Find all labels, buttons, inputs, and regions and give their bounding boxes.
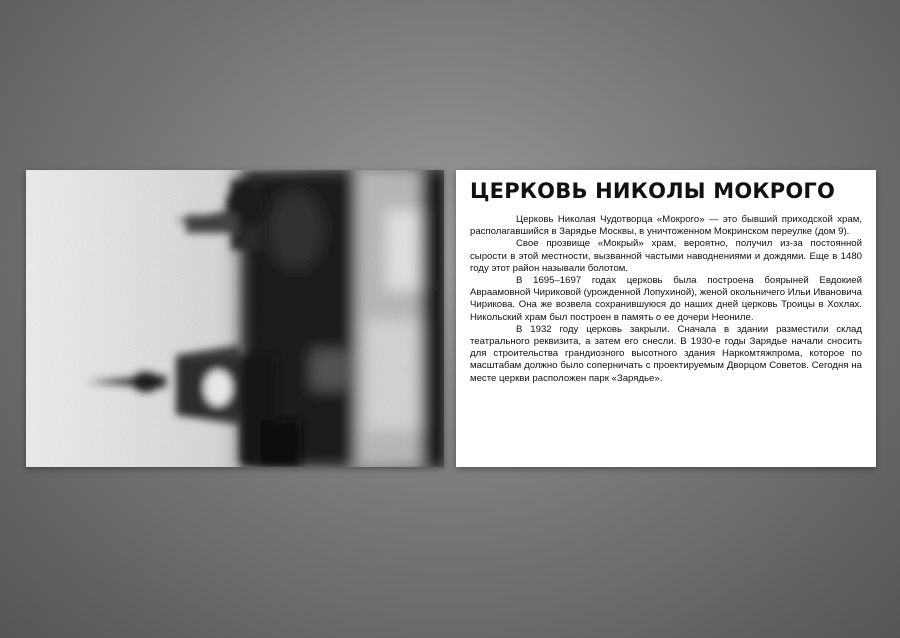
paragraph-2: Свое прозвище «Мокрый» храм, вероятно, получил из-за постоянной сырости в этой местности, вызванной частыми наводнениями и дождями. Еще в 1480 году этот район называли болотом. xyxy=(470,238,862,274)
church-photo xyxy=(26,170,444,467)
paragraph-1: Церковь Николая Чудотворца «Мокрого» — это бывший приходской храм, располагавшийся в Зарядье Москвы, в уничтоженном Мокринском переулке (дом 9). xyxy=(470,214,862,238)
article-body xyxy=(470,214,862,385)
text-card xyxy=(456,170,876,467)
photo-card xyxy=(26,170,444,467)
paragraph-3: В 1695–1697 годах церковь была построена боярыней Евдокией Авраамовной Чириковой (урожденной Лопухиной), женой окольничего Ильи Ивановича Чирикова. Она же возвела сохранившуюся до наших дней церковь Троицы в Хохлах. Никольский храм был построен в память о ее дочери Неониле. xyxy=(470,275,862,323)
page-title: ЦЕРКОВЬ НИКОЛЫ МОКРОГО xyxy=(470,179,836,203)
postcard-spread xyxy=(26,170,876,467)
paragraph-4: В 1932 году церковь закрыли. Сначала в здании разместили склад театрального реквизита, а затем его снесли. В 1930-е годы Зарядье начали сносить для строительства грандиозного высотного здания Наркомтяжпрома, которое по масштабам должно было соперничать с проектируемым Дворцом Советов. Сегодня на месте церкви расположен парк «Зарядье». xyxy=(470,323,862,384)
